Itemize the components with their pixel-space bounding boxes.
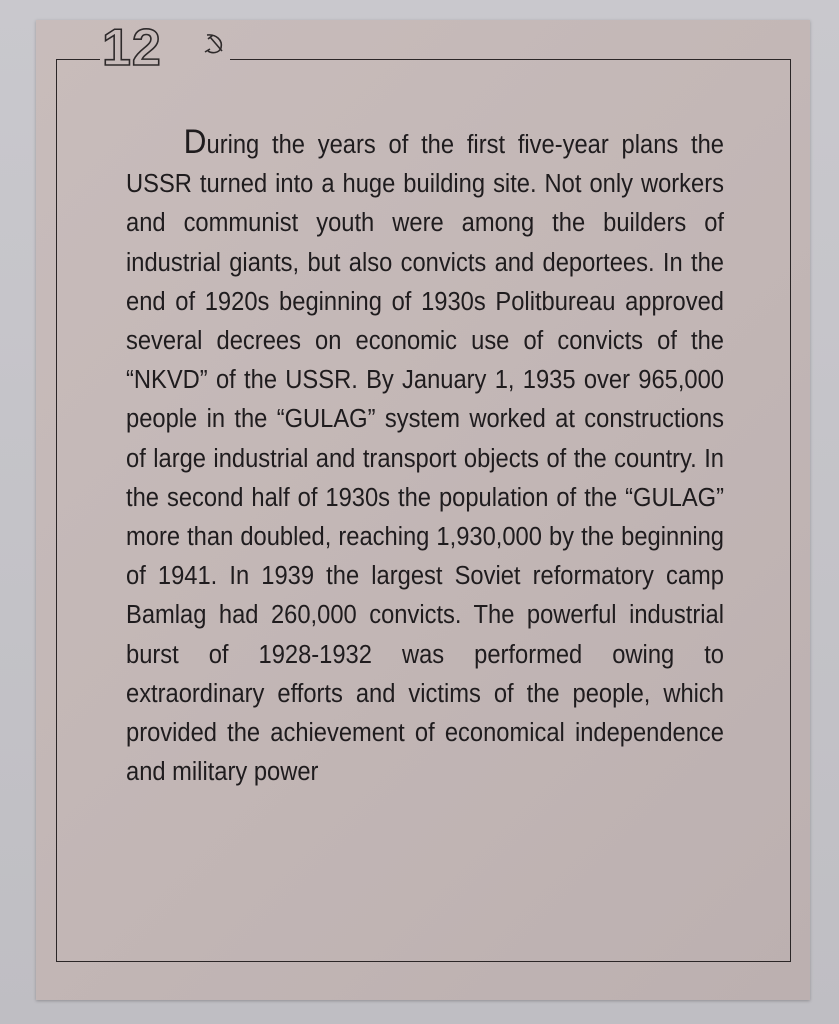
section-number: 12 bbox=[102, 19, 162, 77]
drop-initial: D bbox=[183, 123, 207, 161]
panel-paragraph: uring the years of the first five-year plans the USSR turned into a huge building site. Not only workers and communist youth were among the builders of industrial giants, but also convicts and deportees. In the end of 1920s beginning of 1930s Politbureau approved several decrees on economic use of convicts of the “NKVD” of the USSR. By January 1, 1935 over 965,000 people in the “GULAG” system worked at constructions of large industrial and transport objects of the country. In the second half of 1930s the population of the “GULAG” more than doubled, reaching 1,930,000 by the beginning of 1941. In 1939 the largest Soviet reformatory camp Bamlag had 260,000 convicts. The powerful industrial burst of 1928-1932 was performed owing to extraordinary efforts and victims of the people, which provided the achievement of economical independence and military power bbox=[126, 131, 724, 787]
panel-body-text bbox=[126, 125, 724, 792]
hammer-and-sickle-icon bbox=[202, 32, 228, 56]
exhibit-panel bbox=[36, 20, 810, 1000]
frame-top-line-right bbox=[230, 59, 791, 60]
frame-top-line-left bbox=[56, 59, 100, 60]
